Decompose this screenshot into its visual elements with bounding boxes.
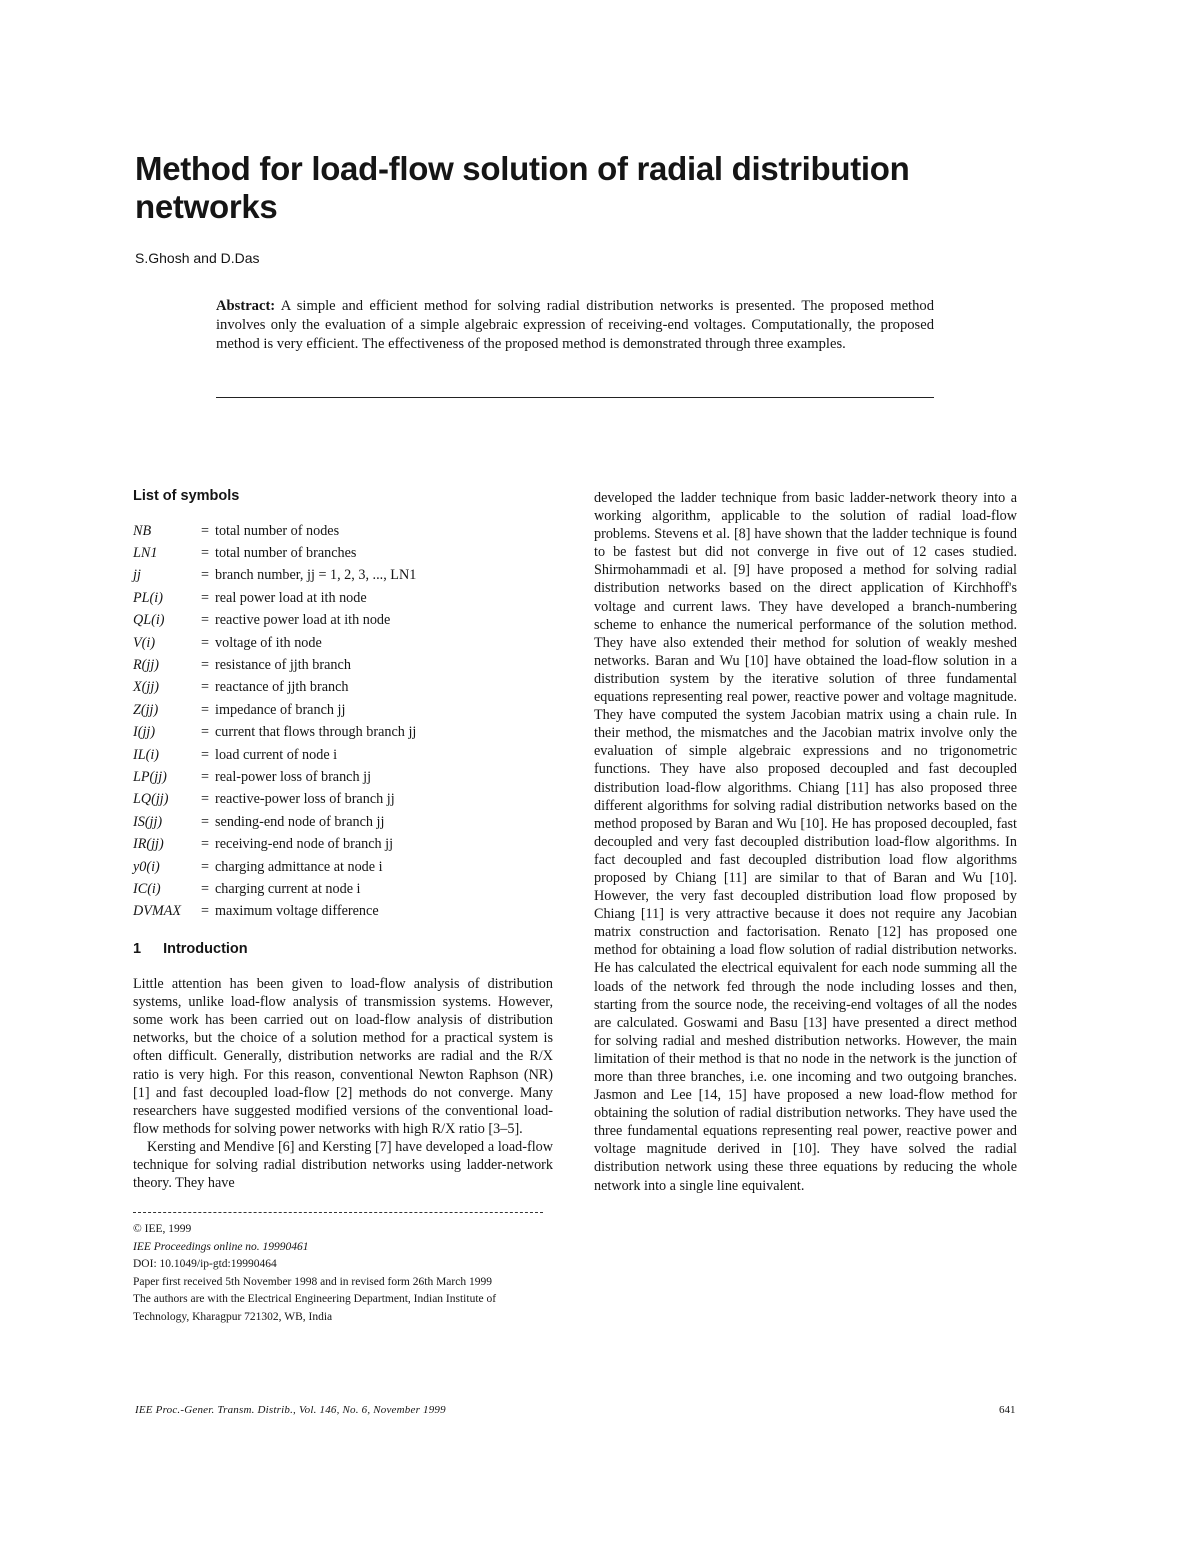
symbol-definition: receiving-end node of branch jj [215,836,394,853]
symbol-equals: = [201,634,210,651]
introduction-heading [133,941,553,957]
symbol-row [133,542,553,564]
symbol-key: NB [133,522,152,539]
symbol-key: X(jj) [133,679,159,696]
symbol-key: DVMAX [133,903,182,920]
symbol-definition: reactive-power loss of branch jj [215,791,395,808]
symbol-definition: impedance of branch jj [215,701,346,718]
symbol-equals: = [201,567,210,584]
symbol-key: I(jj) [133,724,156,741]
symbol-key: QL(i) [133,612,165,629]
abstract-divider [216,397,934,398]
section-title: Introduction [163,941,248,958]
symbol-key: jj [133,567,141,584]
footnote-line: The authors are with the Electrical Engineering Department, Indian Institute of [133,1293,497,1306]
footnote-line: DOI: 10.1049/ip-gtd:19990464 [133,1258,277,1271]
symbol-definition: total number of nodes [215,522,340,539]
symbol-definition: charging admittance at node i [215,858,383,875]
page-number: 641 [999,1404,1016,1416]
symbol-row [133,901,553,923]
symbol-equals: = [201,657,210,674]
symbol-equals: = [201,813,210,830]
symbol-definition: maximum voltage difference [215,903,379,920]
symbol-row [133,833,553,855]
symbol-equals: = [201,768,210,785]
symbol-row [133,856,553,878]
abstract [216,297,934,354]
symbol-definition: reactance of jjth branch [215,679,349,696]
symbol-key: IR(jj) [133,836,164,853]
symbol-definition: branch number, jj = 1, 2, 3, ..., LN1 [215,567,417,584]
intro-paragraph-2: Kersting and Mendive [6] and Kersting [7] have developed a load-flow technique for solving radial distribution networks using ladder-network theory. They have [133,1138,553,1192]
symbol-key: PL(i) [133,589,163,606]
symbols-list [133,520,553,923]
footnotes [133,1221,553,1326]
symbol-row [133,520,553,542]
symbol-row [133,744,553,766]
symbol-definition: reactive power load at ith node [215,612,391,629]
footer-journal-citation: IEE Proc.-Gener. Transm. Distrib., Vol. 146, No. 6, November 1999 [135,1404,446,1416]
footnote-line: © IEE, 1999 [133,1223,192,1236]
symbol-definition: sending-end node of branch jj [215,813,385,830]
symbol-key: R(jj) [133,657,159,674]
symbol-row [133,632,553,654]
abstract-label: Abstract: [216,298,276,314]
footnote-line: IEE Proceedings online no. 19990461 [133,1240,309,1253]
symbol-key: y0(i) [133,858,160,875]
footnote-line: Paper first received 5th November 1998 and in revised form 26th March 1999 [133,1275,492,1288]
intro-paragraph-1: Little attention has been given to load-flow analysis of distribution systems, unlike load-flow analysis of transmission systems. However, some work has been carried out on load-flow analysis of distribution networks, but the choice of a solution method for a practical system is often difficult. Generally, distribution networks are radial and the R/X ratio is very high. For this reason, conventional Newton Raphson (NR) [1] and fast decoupled load-flow [2] methods do not converge. Many researchers have suggested modified versions of the conventional load-flow methods for solving power networks with high R/X ratio [3–5]. [133,976,553,1137]
symbol-row [133,565,553,587]
section-number: 1 [133,941,142,958]
author-list: S.Ghosh and D.Das [135,250,260,266]
symbol-row [133,587,553,609]
symbol-definition: real power load at ith node [215,589,367,606]
symbol-key: IS(jj) [133,813,163,830]
symbol-equals: = [201,522,210,539]
symbol-key: IL(i) [133,746,160,763]
symbol-key: IC(i) [133,880,161,897]
symbol-equals: = [201,858,210,875]
symbol-key: LN1 [133,545,158,562]
symbol-definition: current that flows through branch jj [215,724,417,741]
symbol-row [133,677,553,699]
symbol-key: LQ(jj) [133,791,169,808]
symbol-definition: resistance of jjth branch [215,657,351,674]
footnote-divider [133,1212,543,1213]
symbol-definition: real-power loss of branch jj [215,768,372,785]
symbol-equals: = [201,746,210,763]
paper-title: Method for load-flow solution of radial distribution networks [135,150,910,226]
right-column-text: developed the ladder technique from basic ladder-network theory into a working algorithm, applicable to the solution of radial load-flow problems. Stevens et al. [8] have shown that the ladder technique is found to be fastest but did not converge in five out of 12 cases studied. Shirmohammadi et al. [9] have proposed a method for solving radial distribution networks based on the direct application of Kirchhoff's voltage and current laws. They have developed a branch-numbering scheme to enhance the numerical performance of the solution method. They have also extended their method for solution of weakly meshed networks. Baran and Wu [10] have obtained the load-flow solution in a distribution system by the iterative solution of three fundamental equations representing real power, reactive power and voltage magnitude. They have computed the system Jacobian matrix using a chain rule. In their method, the mismatches and the Jacobian matrix involve only the evaluation of simple algebraic expressions and no trigonometric functions. They have also proposed decoupled and fast decoupled distribution load-flow algorithms. Chiang [11] has also proposed three different algorithms for solving radial distribution networks based on the method proposed by Baran and Wu [10]. He has proposed decoupled, fast decoupled and very fast decoupled distribution load-flow algorithms. In fact decoupled and fast decoupled distribution load flow algorithms proposed by Chiang [11] are similar to that of Baran and Wu [10]. However, the very fast decoupled distribution load flow proposed by Chiang [11] is very attractive because it does not require any Jacobian matrix construction and factorisation. Renato [12] has proposed one method for obtaining a load flow solution of radial distribution networks. He has calculated the electrical equivalent for each node summing all the loads of the network fed through the node including losses and then, starting from the source node, the receiving-end voltages of all the nodes are calculated. Goswami and Basu [13] have presented a direct method for solving radial and meshed distribution networks. However, the main limitation of their method is that no node in the network is the junction of more than three branches, i.e. one incoming and two outgoing branches. Jasmon and Lee [14, 15] have proposed a new load-flow method for obtaining the solution of radial distribution networks. They have used the three fundamental equations representing real power, reactive power and voltage magnitude derived in [10]. They have solved the radial distribution network using these three equations by reducing the whole network into a single line equivalent. [594,490,1017,1194]
symbol-equals: = [201,701,210,718]
symbol-definition: total number of branches [215,545,357,562]
symbol-row [133,699,553,721]
symbol-equals: = [201,679,210,696]
symbol-equals: = [201,791,210,808]
symbol-row [133,722,553,744]
symbol-equals: = [201,589,210,606]
symbol-equals: = [201,836,210,853]
symbol-key: LP(jj) [133,768,167,785]
symbol-definition: charging current at node i [215,880,361,897]
symbol-equals: = [201,880,210,897]
symbol-equals: = [201,903,210,920]
symbol-row [133,654,553,676]
symbols-heading: List of symbols [133,488,240,504]
symbol-row [133,766,553,788]
symbol-key: V(i) [133,634,156,651]
left-column [133,488,553,1326]
abstract-text: A simple and efficient method for solving radial distribution networks is presented. The proposed method involves only the evaluation of a simple algebraic expression of receiving-end voltages. Computationally, the proposed method is very efficient. The effectiveness of the proposed method is demonstrated through three examples. [216,298,934,352]
symbol-equals: = [201,612,210,629]
symbol-equals: = [201,724,210,741]
symbol-row [133,610,553,632]
symbol-key: Z(jj) [133,701,159,718]
symbol-row [133,811,553,833]
symbol-row [133,878,553,900]
footnote-line: Technology, Kharagpur 721302, WB, India [133,1310,333,1323]
symbol-definition: voltage of ith node [215,634,322,651]
symbol-equals: = [201,545,210,562]
symbol-definition: load current of node i [215,746,338,763]
symbol-row [133,789,553,811]
